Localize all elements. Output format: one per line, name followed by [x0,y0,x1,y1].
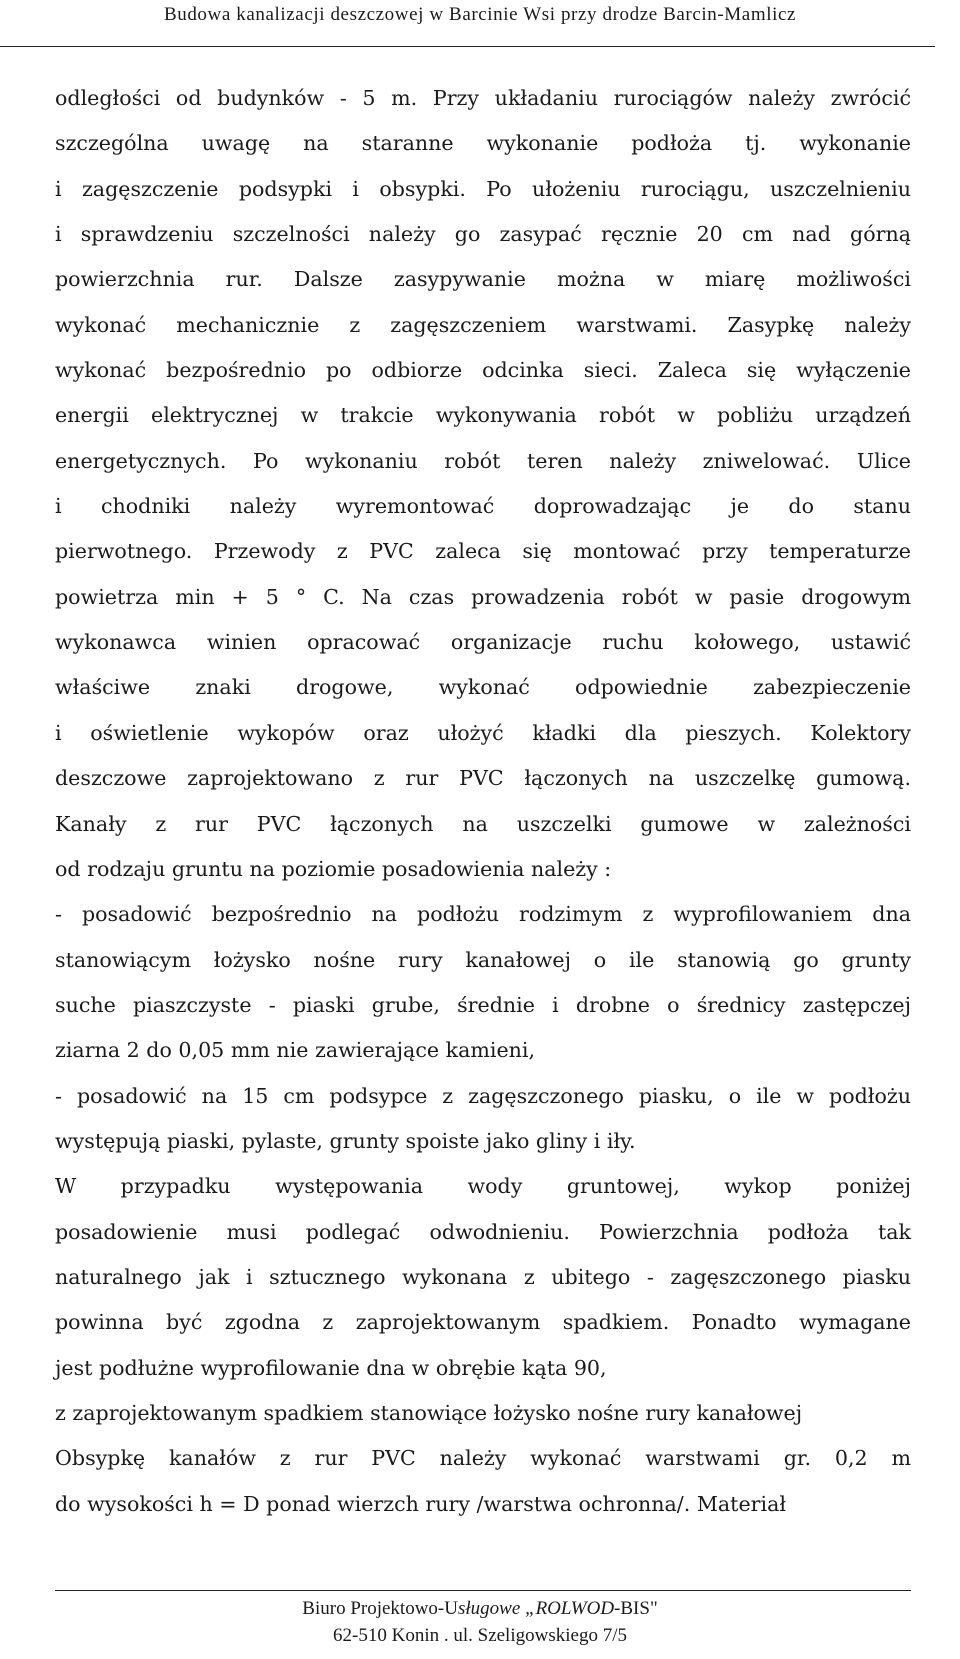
body-line: odległości od budynków - 5 m. Przy układaniu rurociągów należy zwrócić [55,86,911,110]
body-line: i oświetlenie wykopów oraz ułożyć kładki dla pieszych. Kolektory [55,720,911,745]
body-line: energetycznych. Po wykonaniu robót teren należy zniwelować. Ulice [55,448,911,473]
body-line: Kanały z rur PVC łączonych na uszczelki gumowe w zależności [55,811,911,836]
body-line: do wysokości h = D ponad wierzch rury /warstwa ochronna/. Materiał [55,1491,787,1516]
footer-company [0,1598,960,1620]
document-body [55,76,911,1527]
footer-rule [55,1590,911,1591]
body-line: i sprawdzeniu szczelności należy go zasypać ręcznie 20 cm nad górną [55,222,911,247]
body-line: jest podłużne wyprofilowanie dna w obrębie kąta 90, [55,1355,607,1380]
body-line: Obsypkę kanałów z rur PVC należy wykonać warstwami gr. 0,2 m [55,1446,911,1471]
page-footer [0,1576,960,1659]
body-line: szczególna uwagę na staranne wykonanie podłoża tj. wykonanie [55,131,911,156]
footer-address: 62-510 Konin . ul. Szeligowskiego 7/5 [333,1625,627,1646]
footer-company-prefix: Biuro Projektowo-U [302,1598,458,1619]
body-line: i chodniki należy wyremontować doprowadzając je do stanu [55,494,911,519]
body-line: powierzchnia rur. Dalsze zasypywanie można w miarę możliwości [55,267,911,292]
body-line: powietrza min + 5 ° C. Na czas prowadzenia robót w pasie drogowym [55,584,911,609]
body-line: z zaprojektowanym spadkiem stanowiące łożysko nośne rury kanałowej [55,1400,803,1425]
body-line: - posadowić bezpośrednio na podłożu rodzimym z wyprofilowaniem dna [55,902,911,927]
footer-company-suffix: -BIS" [614,1598,658,1619]
body-line: ziarna 2 do 0,05 mm nie zawierające kamieni, [55,1038,536,1063]
body-line: od rodzaju gruntu na poziomie posadowienia należy : [55,856,612,881]
body-line: posadowienie musi podlegać odwodnieniu. Powierzchnia podłoża tak [55,1219,911,1244]
body-line: właściwe znaki drogowe, wykonać odpowiednie zabezpieczenie [55,675,911,700]
body-line: deszczowe zaprojektowano z rur PVC łączonych na uszczelkę gumową. [55,766,911,791]
body-line: pierwotnego. Przewody z PVC zaleca się montować przy temperaturze [55,539,911,564]
body-line: wykonać mechanicznie z zagęszczeniem warstwami. Zasypkę należy [55,312,911,337]
header-title: Budowa kanalizacji deszczowej w Barcinie Wsi przy drodze Barcin-Mamlicz [163,4,797,25]
body-line: wykonawca winien opracować organizacje ruchu kołowego, ustawić [55,630,911,655]
body-line: energii elektrycznej w trakcie wykonywania robót w pobliżu urządzeń [55,403,911,428]
body-line: suche piaszczyste - piaski grube, średnie i drobne o średnicy zastępczej [55,992,911,1017]
body-line: wykonać bezpośrednio po odbiorze odcinka sieci. Zaleca się wyłączenie [55,358,911,383]
body-line: i zagęszczenie podsypki i obsypki. Po ułożeniu rurociągu, uszczelnieniu [55,176,911,201]
page-header [0,0,960,48]
body-line: powinna być zgodna z zaprojektowanym spadkiem. Ponadto wymagane [55,1310,911,1335]
footer-company-italic: sługowe „ROLWOD [457,1598,615,1619]
body-line: - posadowić na 15 cm podsypce z zagęszczonego piasku, o ile w podłożu [55,1083,911,1108]
body-line: stanowiącym łożysko nośne rury kanałowej o ile stanowią go grunty [55,947,911,972]
body-line: naturalnego jak i sztucznego wykonana z ubitego - zagęszczonego piasku [55,1264,911,1289]
header-rule [0,46,935,47]
body-line: występują piaski, pylaste, grunty spoiste jako gliny i iły. [55,1128,636,1153]
body-line: W przypadku występowania wody gruntowej, wykop poniżej [55,1174,911,1199]
